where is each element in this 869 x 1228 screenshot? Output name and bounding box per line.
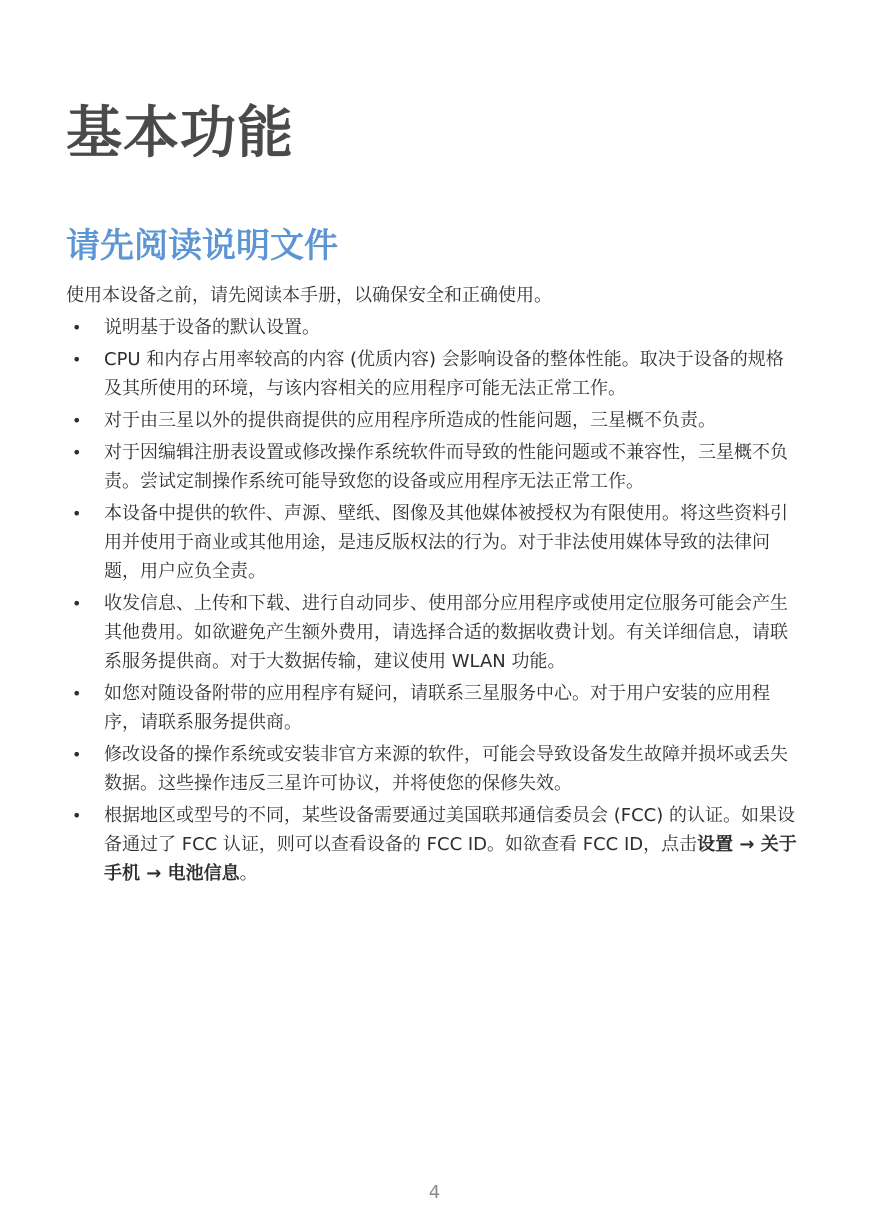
sentence-end: 。 bbox=[239, 863, 258, 884]
list-item-text: CPU 和内存占用率较高的内容 (优质内容) 会影响设备的整体性能。取决于设备的规格及其所使用的环境，与该内容相关的应用程序可能无法正常工作。 bbox=[104, 349, 784, 399]
bullet-icon: • bbox=[72, 594, 82, 613]
menu-path-about-phone: 关于手机 bbox=[104, 834, 797, 884]
list-item-text: 修改设备的操作系统或安装非官方来源的软件，可能会导致设备发生故障并损坏或丢失数据。这些操作违反三星许可协议，并将使您的保修失效。 bbox=[104, 744, 788, 794]
list-item-text: 说明基于设备的默认设置。 bbox=[104, 317, 320, 338]
list-item-fcc bbox=[66, 801, 801, 888]
list-item-text: 对于由三星以外的提供商提供的应用程序所造成的性能问题，三星概不负责。 bbox=[104, 410, 716, 431]
list-item bbox=[66, 589, 801, 676]
list-item bbox=[66, 679, 801, 737]
list-item-text: 收发信息、上传和下载、进行自动同步、使用部分应用程序或使用定位服务可能会产生其他费用。如欲避免产生额外费用，请选择合适的数据收费计划。有关详细信息，请联系服务提供商。对于大数据传输，建议使用 WLAN 功能。 bbox=[104, 593, 788, 672]
section-heading: 请先阅读说明文件 bbox=[66, 226, 338, 266]
list-item bbox=[66, 499, 801, 586]
bullet-icon: • bbox=[72, 443, 82, 462]
notes-list bbox=[66, 313, 801, 891]
chapter-title: 基本功能 bbox=[66, 101, 294, 166]
bullet-icon: • bbox=[72, 745, 82, 764]
list-item-text: 对于因编辑注册表设置或修改操作系统软件而导致的性能问题或不兼容性，三星概不负责。尝试定制操作系统可能导致您的设备或应用程序无法正常工作。 bbox=[104, 442, 788, 492]
bullet-icon: • bbox=[72, 350, 82, 369]
bullet-icon: • bbox=[72, 806, 82, 825]
list-item-text: 根据地区或型号的不同，某些设备需要通过美国联邦通信委员会 (FCC) 的认证。如果设备通过了 FCC 认证，则可以查看设备的 FCC ID。如欲查看 FCC ID，点击 bbox=[104, 805, 795, 855]
intro-paragraph: 使用本设备之前，请先阅读本手册，以确保安全和正确使用。 bbox=[66, 285, 552, 306]
page-number: 4 bbox=[428, 1182, 441, 1203]
bullet-icon: • bbox=[72, 504, 82, 523]
menu-path-settings: 设置 bbox=[697, 834, 734, 855]
list-item bbox=[66, 740, 801, 798]
bullet-icon: • bbox=[72, 684, 82, 703]
arrow-icon: → bbox=[733, 834, 761, 855]
list-item-text: 本设备中提供的软件、声源、壁纸、图像及其他媒体被授权为有限使用。将这些资料引用并使用于商业或其他用途，是违反版权法的行为。对于非法使用媒体导致的法律问题，用户应负全责。 bbox=[104, 503, 788, 582]
menu-path-battery-info: 电池信息 bbox=[167, 863, 240, 884]
bullet-icon: • bbox=[72, 318, 82, 337]
list-item bbox=[66, 345, 801, 403]
list-item bbox=[66, 313, 801, 342]
list-item bbox=[66, 406, 801, 435]
list-item bbox=[66, 438, 801, 496]
bullet-icon: • bbox=[72, 411, 82, 430]
arrow-icon: → bbox=[140, 863, 168, 884]
list-item-text: 如您对随设备附带的应用程序有疑问，请联系三星服务中心。对于用户安装的应用程序，请联系服务提供商。 bbox=[104, 683, 770, 733]
